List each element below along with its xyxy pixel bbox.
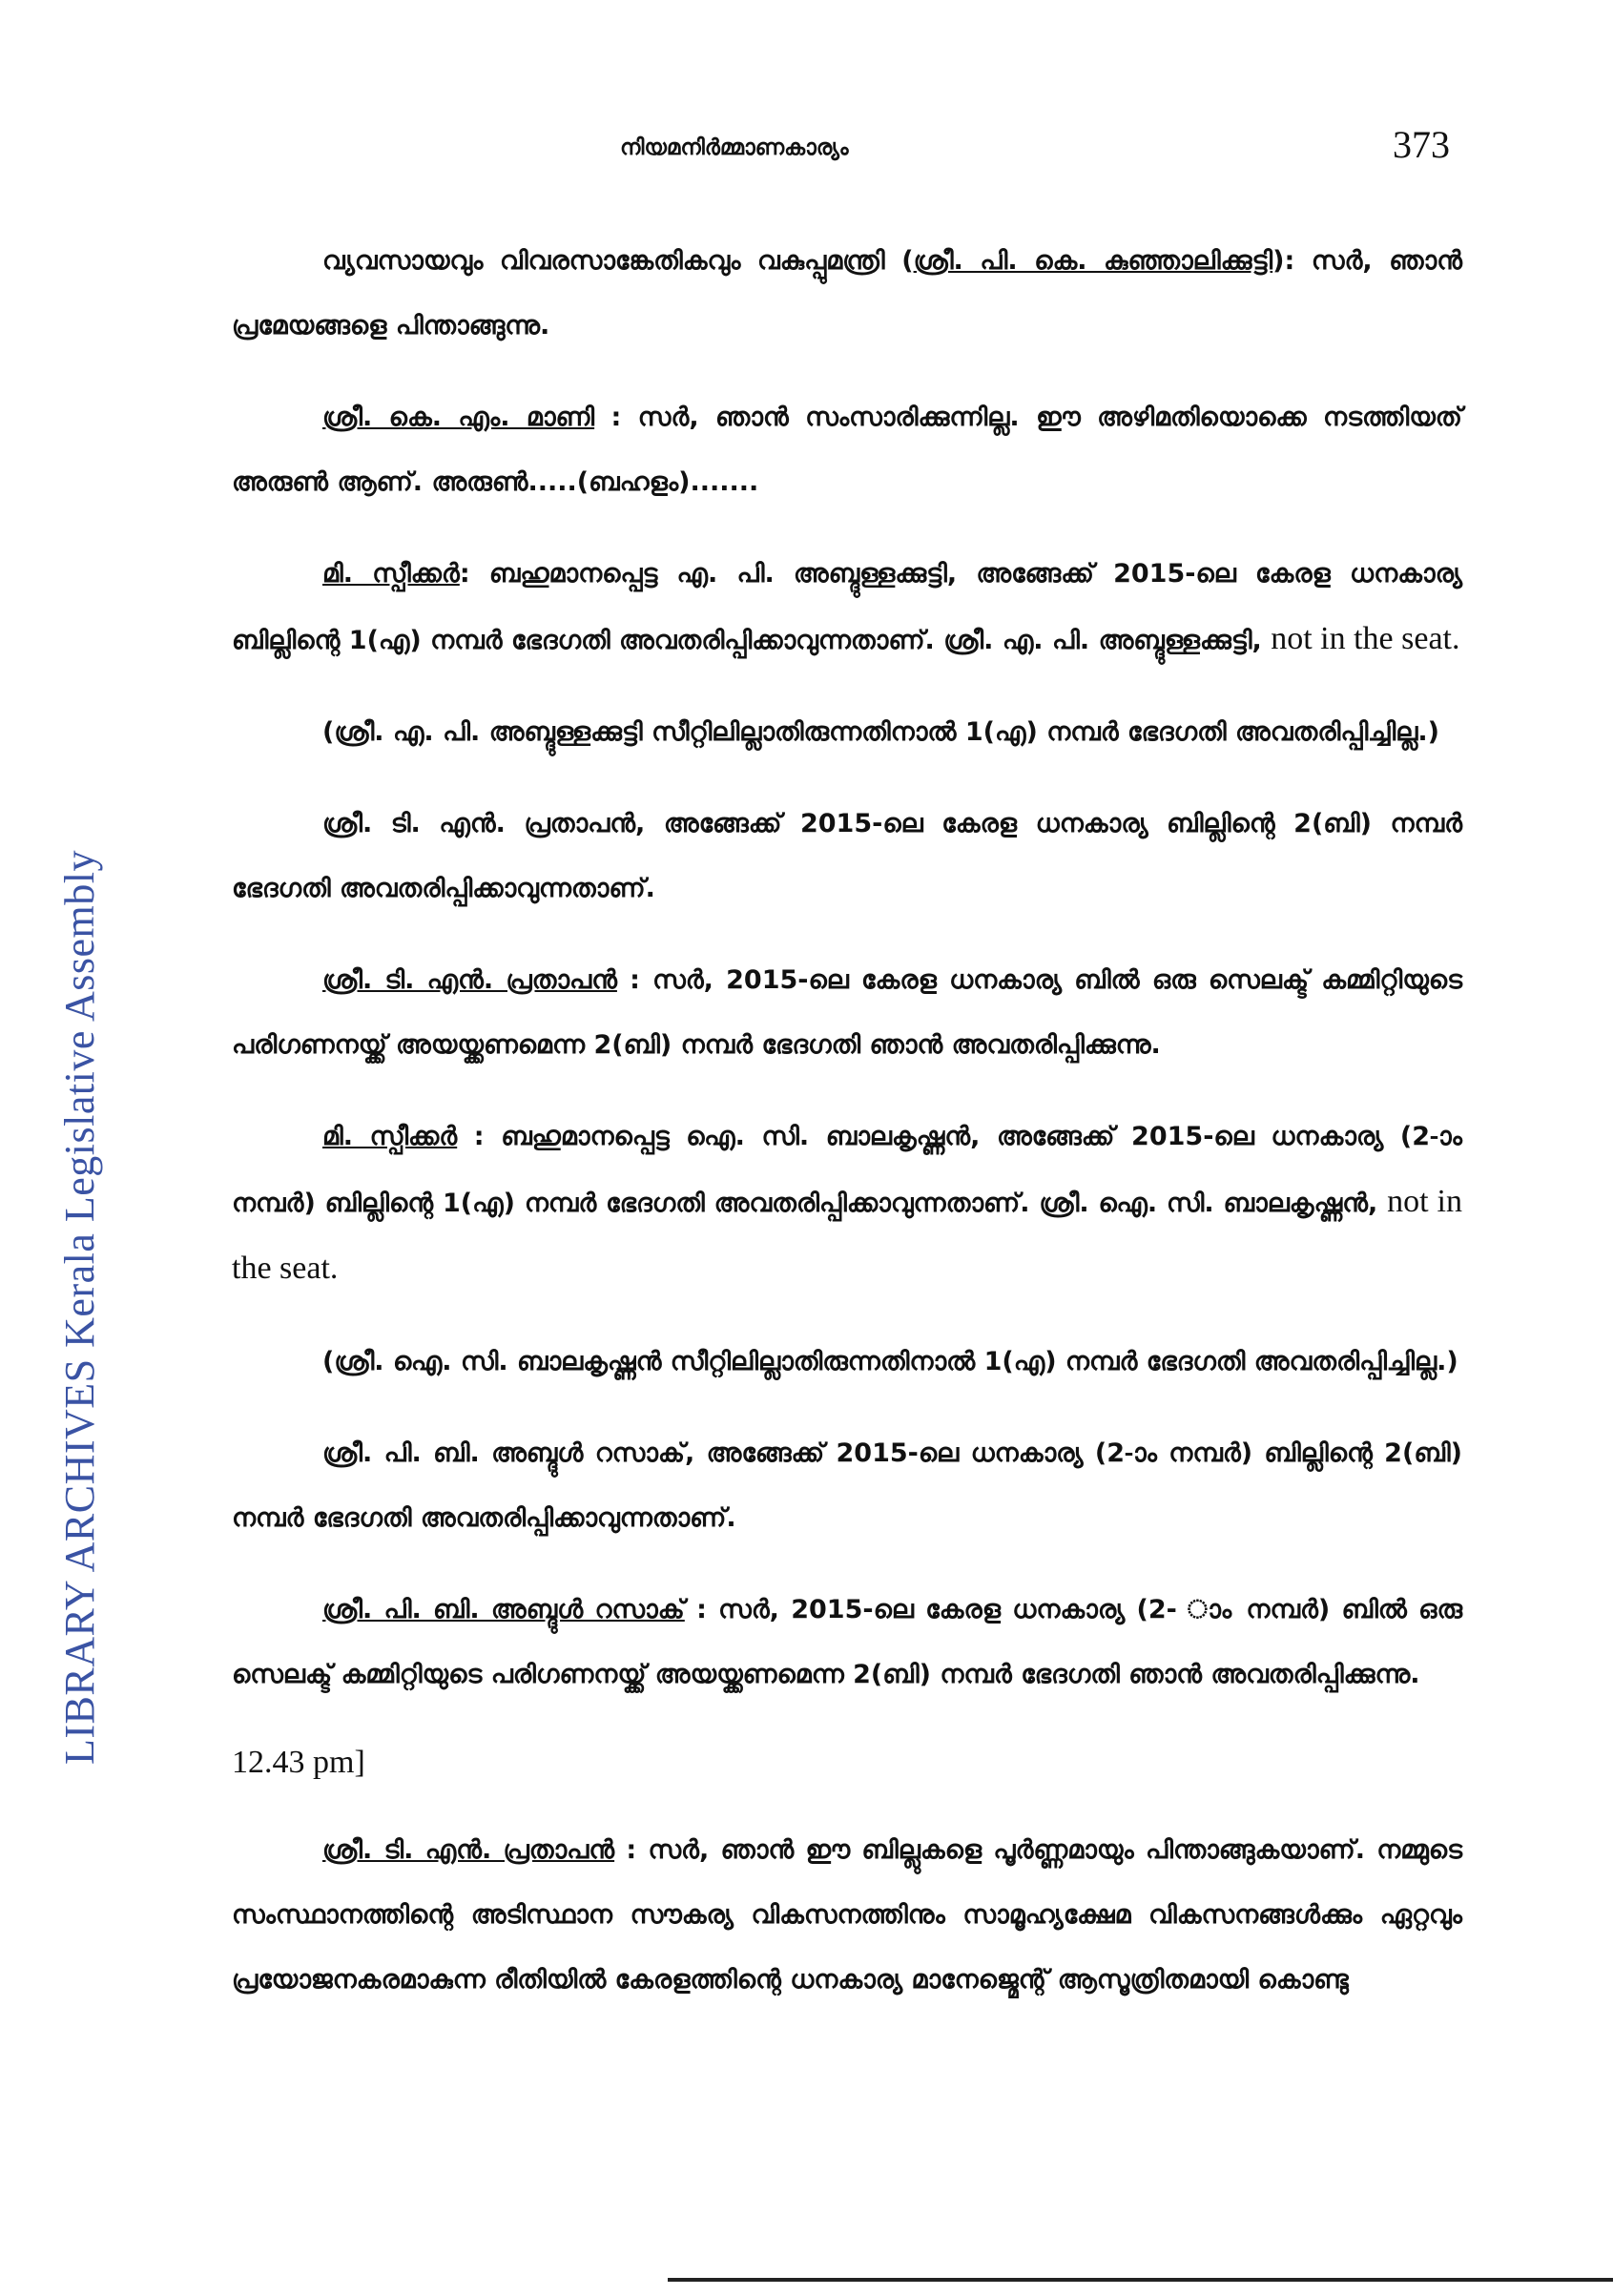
paragraph <box>232 385 1462 515</box>
time-marker: 12.43 pm] <box>232 1745 365 1780</box>
document-body <box>232 229 1462 2039</box>
paragraph-text: : സർ, 2015-ലെ കേരള ധനകാര്യ (2- ാം നമ്പർ) ബിൽ ഒരു സെലക്ട് കമ്മിറ്റിയുടെ പരിഗണനയ്ക്ക് അയയ്ക്കണമെന്ന 2(ബി) നമ്പർ ഭേദഗതി ഞാൻ അവതരിപ്പിക്കുന്നു. <box>232 1595 1462 1689</box>
paragraph <box>232 792 1462 921</box>
paragraph-text: ശ്രീ. ടി. എൻ. പ്രതാപൻ, അങ്ങേക്ക് 2015-ലെ കേരള ധനകാര്യ ബില്ലിന്റെ 2(ബി) നമ്പർ ഭേദഗതി അവതരിപ്പിക്കാവുന്നതാണ്. <box>232 809 1462 903</box>
paragraph <box>232 229 1462 359</box>
paragraph <box>232 542 1462 673</box>
english-remark: not in the seat. <box>232 1184 1463 1286</box>
paragraph-text: ): സർ, ഞാൻ പ്രമേയങ്ങളെ പിന്താങ്ങുന്നു. <box>232 246 1462 341</box>
paragraph <box>232 700 1462 765</box>
paragraph <box>232 1818 1462 2013</box>
paragraph-text: ശ്രീ. പി. ബി. അബ്ദുൾ റസാക്, അങ്ങേക്ക് 2015-ലെ ധനകാര്യ (2-ാം നമ്പർ) ബില്ലിന്റെ 2(ബി) നമ്പർ ഭേദഗതി അവതരിപ്പിക്കാവുന്നതാണ്. <box>232 1438 1462 1533</box>
speaker-name: മി. സ്പീക്കർ <box>322 1122 458 1151</box>
paragraph-text: : സർ, ഞാൻ ഈ ബില്ലുകളെ പൂർണ്ണമായും പിന്താങ്ങുകയാണ്. നമ്മുടെ സംസ്ഥാനത്തിന്റെ അടിസ്ഥാന സൗകര്യ വികസനത്തിനും സാമൂഹ്യക്ഷേമ വികസനങ്ങൾക്കും ഏറ്റവും പ്രയോജനകരമാകുന്ന രീതിയിൽ കേരളത്തിന്റെ ധനകാര്യ മാനേജ്മെന്റ് ആസൂത്രിതമായി കൊണ്ടു <box>232 1835 1462 1995</box>
paragraph <box>232 1421 1462 1551</box>
speaker-name: ശ്രീ. ടി. എൻ. പ്രതാപൻ <box>322 965 617 995</box>
paragraph <box>232 1330 1462 1395</box>
paragraph-text: : സർ, 2015-ലെ കേരള ധനകാര്യ ബിൽ ഒരു സെലക്ട് കമ്മിറ്റിയുടെ പരിഗണനയ്ക്ക് അയയ്ക്കണമെന്ന 2(ബി) നമ്പർ ഭേദഗതി ഞാൻ അവതരിപ്പിക്കുന്നു. <box>232 965 1462 1060</box>
paragraph-text: : ബഹുമാനപ്പെട്ട എ. പി. അബ്ദുള്ളക്കുട്ടി, അങ്ങേക്ക് 2015-ലെ കേരള ധനകാര്യ ബില്ലിന്റെ 1(എ) നമ്പർ ഭേദഗതി അവതരിപ്പിക്കാവുന്നതാണ്. ശ്രീ. എ. പി. അബ്ദുള്ളക്കുട്ടി, <box>232 559 1462 655</box>
english-remark: not in the seat. <box>1271 621 1460 656</box>
speaker-name: ശ്രീ. ടി. എൻ. പ്രതാപൻ <box>322 1835 615 1865</box>
paragraph <box>232 948 1462 1078</box>
bottom-rule <box>668 2278 1613 2282</box>
speaker-name: ശ്രീ. കെ. എം. മാണി <box>322 403 595 432</box>
paragraph-text: വ്യവസായവും വിവരസാങ്കേതികവും വകുപ്പുമന്ത്രി ( <box>322 246 914 276</box>
speaker-name: ശ്രീ. പി. കെ. കുഞ്ഞാലിക്കുട്ടി <box>913 246 1273 276</box>
paragraph-text: : ബഹുമാനപ്പെട്ട ഐ. സി. ബാലകൃഷ്ണൻ, അങ്ങേക്ക് 2015-ലെ ധനകാര്യ (2-ാം നമ്പർ) ബില്ലിന്റെ 1(എ) നമ്പർ ഭേദഗതി അവതരിപ്പിക്കാവുന്നതാണ്. ശ്രീ. ഐ. സി. ബാലകൃഷ്ണൻ, <box>232 1122 1462 1218</box>
paragraph <box>232 1578 1462 1707</box>
paragraph-text: (ശ്രീ. എ. പി. അബ്ദുള്ളക്കുട്ടി സീറ്റിലില്ലാതിരുന്നതിനാൽ 1(എ) നമ്പർ ഭേദഗതി അവതരിപ്പിച്ചില്ല.) <box>322 717 1439 747</box>
page-number: 373 <box>1393 123 1450 166</box>
speaker-name: മി. സ്പീക്കർ <box>322 559 460 589</box>
paragraph-text: (ശ്രീ. ഐ. സി. ബാലകൃഷ്ണൻ സീറ്റിലില്ലാതിരുന്നതിനാൽ 1(എ) നമ്പർ ഭേദഗതി അവതരിപ്പിച്ചില്ല.) <box>322 1347 1458 1376</box>
speaker-name: ശ്രീ. പി. ബി. അബ്ദുൾ റസാക് <box>322 1595 685 1624</box>
paragraph-text: : സർ, ഞാൻ സംസാരിക്കുന്നില്ല. ഈ അഴിമതിയൊക്കെ നടത്തിയത് അരുൺ ആണ്. അരുൺ.....(ബഹളം)....... <box>232 403 1462 497</box>
paragraph <box>232 1105 1462 1303</box>
running-title: നിയമനിർമ്മാണകാര്യം <box>620 135 849 160</box>
page-header <box>0 122 1613 179</box>
archive-watermark: LIBRARY ARCHIVES Kerala Legislative Assembly <box>56 850 103 1765</box>
